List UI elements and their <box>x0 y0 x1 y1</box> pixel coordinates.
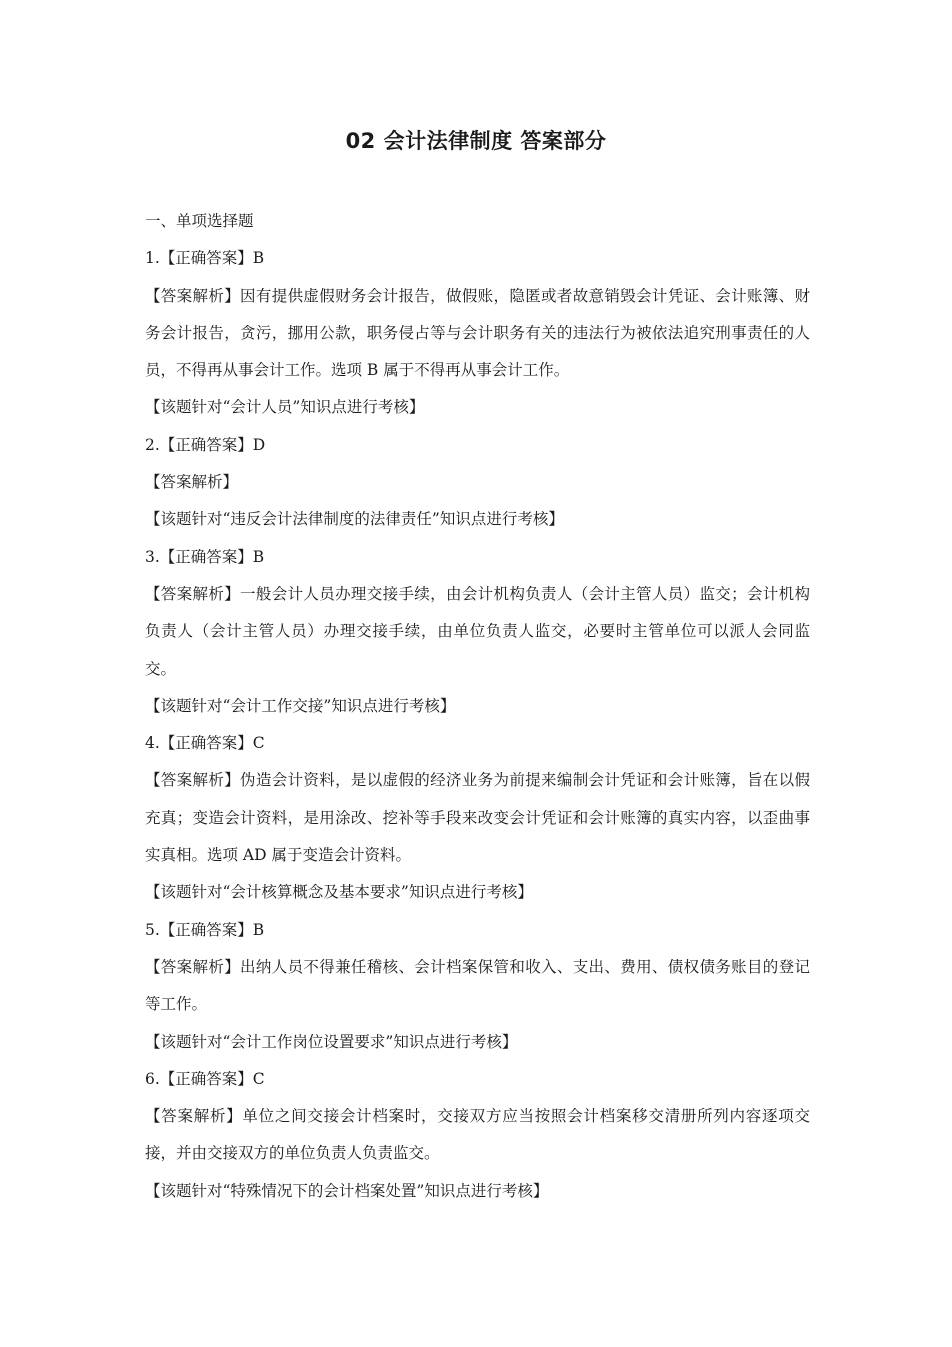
page-title: 02 会计法律制度 答案部分 <box>345 129 607 153</box>
question-block-1 <box>145 240 810 426</box>
correct-answer: 5.【正确答案】B <box>145 920 265 939</box>
topic-note: 【该题针对“违反会计法律制度的法律责任”知识点进行考核】 <box>145 510 564 529</box>
answer-analysis: 【答案解析】单位之间交接会计档案时，交接双方应当按照会计档案移交清册所列内容逐项交接，并由交接双方的单位负责人负责监交。 <box>145 1107 810 1163</box>
answer-analysis: 【答案解析】伪造会计资料，是以虚假的经济业务为前提来编制会计凭证和会计账簿，旨在以假充真；变造会计资料，是用涂改、挖补等手段来改变会计凭证和会计账簿的真实内容，以歪曲事实真相。选项 AD 属于变造会计资料。 <box>145 771 810 865</box>
answer-analysis: 【答案解析】 <box>145 473 239 492</box>
topic-note: 【该题针对“会计核算概念及基本要求”知识点进行考核】 <box>145 883 533 902</box>
topic-note: 【该题针对“会计工作交接”知识点进行考核】 <box>145 696 456 715</box>
answer-analysis: 【答案解析】一般会计人员办理交接手续，由会计机构负责人（会计主管人员）监交；会计机构负责人（会计主管人员）办理交接手续，由单位负责人监交，必要时主管单位可以派人会同监交。 <box>145 584 810 678</box>
answer-analysis: 【答案解析】因有提供虚假财务会计报告，做假账，隐匿或者故意销毁会计凭证、会计账簿、财务会计报告，贪污，挪用公款，职务侵占等与会计职务有关的违法行为被依法追究刑事责任的人员，不得再从事会计工作。选项 B 属于不得再从事会计工作。 <box>145 286 810 380</box>
correct-answer: 3.【正确答案】B <box>145 547 265 566</box>
answer-content <box>145 203 810 1210</box>
topic-note: 【该题针对“会计工作岗位设置要求”知识点进行考核】 <box>145 1032 518 1051</box>
topic-note: 【该题针对“特殊情况下的会计档案处置”知识点进行考核】 <box>145 1181 549 1200</box>
correct-answer: 6.【正确答案】C <box>145 1069 265 1088</box>
question-block-5 <box>145 912 810 1061</box>
correct-answer: 4.【正确答案】C <box>145 734 265 753</box>
question-block-2 <box>145 427 810 539</box>
section-heading: 一、单项选择题 <box>145 212 254 230</box>
question-block-3 <box>145 539 810 725</box>
topic-note: 【该题针对“会计人员”知识点进行考核】 <box>145 398 425 417</box>
question-block-6 <box>145 1061 810 1210</box>
correct-answer: 1.【正确答案】B <box>145 249 265 268</box>
correct-answer: 2.【正确答案】D <box>145 435 266 454</box>
answer-analysis: 【答案解析】出纳人员不得兼任稽核、会计档案保管和收入、支出、费用、债权债务账目的登记等工作。 <box>145 957 810 1014</box>
question-block-4 <box>145 725 810 911</box>
